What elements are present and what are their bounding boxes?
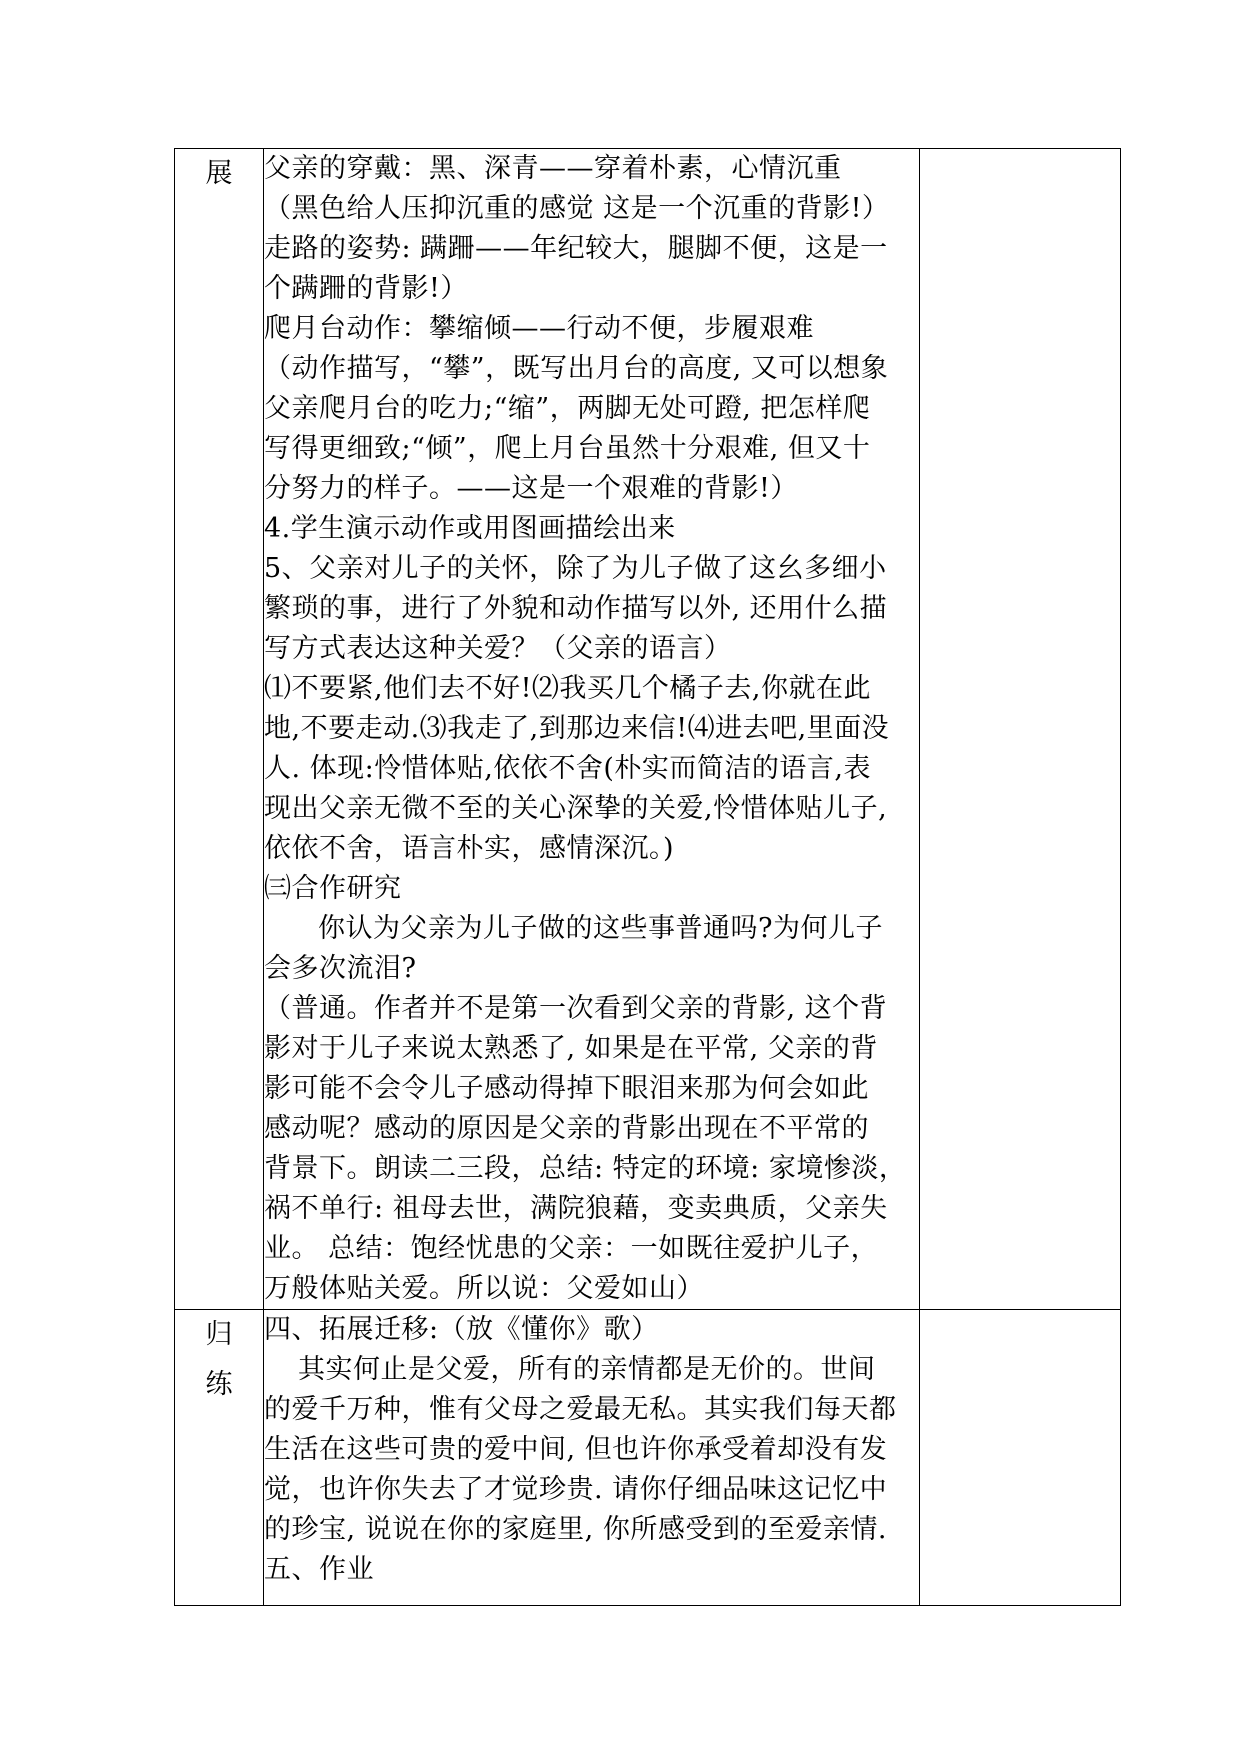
text-line: 觉，也许你失去了才觉珍贵. 请你仔细品味这记忆中	[264, 1474, 888, 1505]
text-line: （动作描写，“攀”，既写出月台的高度, 又可以想象	[264, 353, 889, 384]
text-line: 地,不要走动.⑶我走了,到那边来信!⑷进去吧,里面没	[264, 713, 890, 744]
text-line: 4.学生演示动作或用图画描绘出来	[264, 513, 676, 544]
text-line: 万般体贴关爱。所以说：父爱如山）	[264, 1273, 704, 1304]
section-heading: 五、作业	[264, 1554, 374, 1585]
text-line: 个蹒跚的背影!）	[264, 273, 468, 304]
content-cell	[264, 1310, 920, 1606]
text-line: 的爱千万种，惟有父母之爱最无私。其实我们每天都	[264, 1394, 897, 1425]
text-line: 祸不单行: 祖母去世，满院狼藉，变卖典质，父亲失	[264, 1193, 888, 1224]
text-line: 写方式表达这种关爱？（父亲的语言）	[264, 633, 732, 664]
text-line: （黑色给人压抑沉重的感觉 这是一个沉重的背影!）	[264, 193, 890, 224]
text-line: 生活在这些可贵的爱中间, 但也许你承受着却没有发	[264, 1434, 888, 1465]
row-label: 练	[205, 1369, 233, 1400]
text-line: 现出父亲无微不至的关心深挚的关爱,怜惜体贴儿子,	[264, 793, 888, 824]
text-line: 父亲的穿戴：黑、深青——穿着朴素，心情沉重	[264, 153, 842, 184]
section-heading: ㈢合作研究	[264, 873, 402, 904]
text-line: 分努力的样子。——这是一个艰难的背影!）	[264, 473, 798, 504]
content-cell	[264, 149, 920, 1310]
text-line: 背景下。朗读二三段，总结: 特定的环境: 家境惨淡，	[264, 1153, 907, 1184]
row-label: 展	[205, 158, 233, 189]
text-line: 爬月台动作：攀缩倾——行动不便，步履艰难	[264, 313, 814, 344]
row-label-cell	[175, 149, 264, 1310]
text-line: 你认为父亲为儿子做的这些事普通吗?为何儿子	[318, 913, 883, 944]
text-line: （普通。作者并不是第一次看到父亲的背影, 这个背	[264, 993, 888, 1024]
text-line: 感动呢？感动的原因是父亲的背影出现在不平常的	[264, 1113, 869, 1144]
lesson-plan-table	[174, 148, 1121, 1606]
table-row	[175, 1310, 1121, 1606]
notes-cell	[920, 149, 1121, 1310]
text-line: 父亲爬月台的吃力;“缩”，两脚无处可蹬, 把怎样爬	[264, 393, 871, 424]
text-line: 写得更细致;“倾”，爬上月台虽然十分艰难, 但又十	[264, 433, 871, 464]
text-line: 的珍宝, 说说在你的家庭里, 你所感受到的至爱亲情.	[264, 1514, 887, 1545]
text-line: 繁琐的事，进行了外貌和动作描写以外, 还用什么描	[264, 593, 888, 624]
table-row	[175, 149, 1121, 1310]
text-line: 人. 体现:怜惜体贴,依依不舍(朴实而简洁的语言,表	[264, 753, 871, 784]
notes-cell	[920, 1310, 1121, 1606]
text-line: 依依不舍，语言朴实，感情深沉。)	[264, 833, 675, 864]
text-line: 其实何止是父爱，所有的亲情都是无价的。世间	[298, 1354, 876, 1385]
text-line: 业。 总结：饱经忧患的父亲：一如既往爱护儿子，	[264, 1233, 879, 1264]
text-line: 影对于儿子来说太熟悉了, 如果是在平常, 父亲的背	[264, 1033, 878, 1064]
text-line: 5、父亲对儿子的关怀，除了为儿子做了这幺多细小	[264, 553, 887, 584]
text-line: 走路的姿势: 蹒跚——年纪较大，腿脚不便，这是一	[264, 233, 888, 264]
text-line: 影可能不会令儿子感动得掉下眼泪来那为何会如此	[264, 1073, 869, 1104]
row-label-cell	[175, 1310, 264, 1606]
section-heading: 四、拓展迁移:（放《懂你》歌）	[264, 1314, 659, 1345]
text-line: 会多次流泪?	[264, 953, 417, 984]
text-line: ⑴不要紧,他们去不好!⑵我买几个橘子去,你就在此	[264, 673, 872, 704]
row-label: 归	[205, 1319, 233, 1350]
